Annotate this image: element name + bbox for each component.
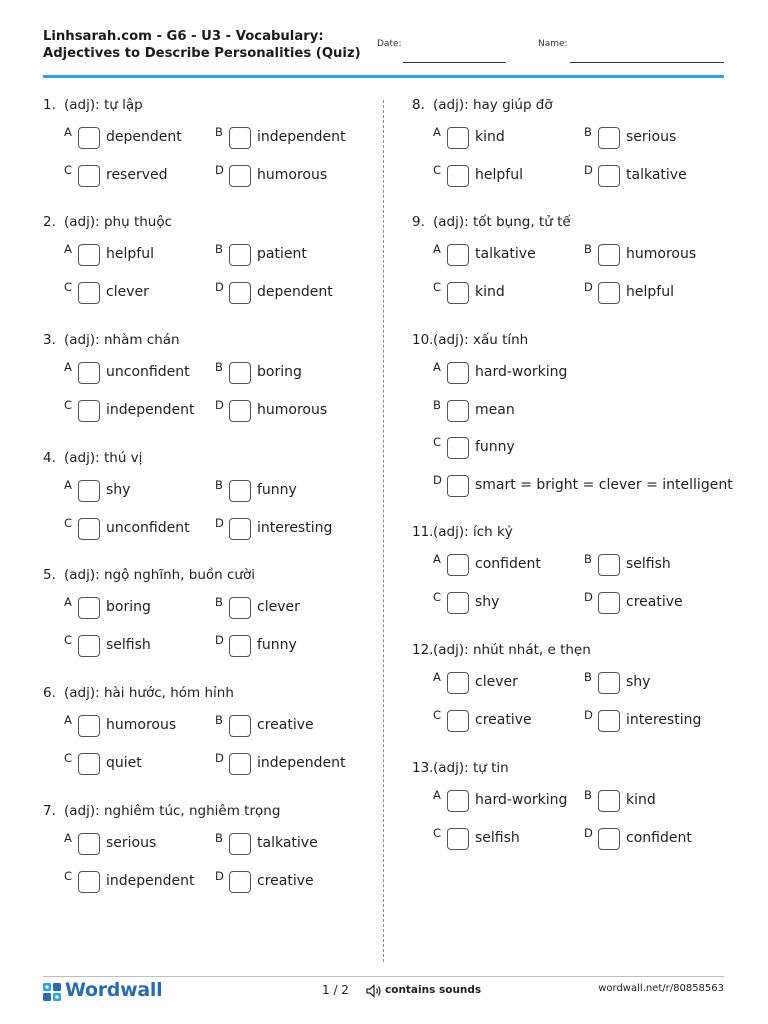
header-rule — [43, 75, 724, 78]
option-text: confident — [475, 556, 541, 572]
checkbox[interactable] — [598, 828, 620, 850]
option-text: humorous — [257, 166, 328, 183]
checkbox[interactable] — [447, 127, 469, 149]
option-text: helpful — [106, 246, 154, 262]
option-text: interesting — [626, 711, 702, 728]
option-text: selfish — [106, 636, 151, 653]
option-letter: B — [584, 670, 592, 684]
option-letter: B — [215, 242, 223, 256]
option-text: selfish — [626, 556, 671, 572]
question-prompt — [43, 567, 255, 583]
option-letter: A — [433, 552, 441, 566]
option-text: hard-working — [475, 364, 568, 380]
sound-label: contains sounds — [385, 984, 482, 996]
option-letter: B — [215, 125, 223, 139]
option-letter: D — [215, 868, 224, 883]
question-number: 10. — [412, 332, 434, 348]
question-text: (adj): thú vị — [64, 450, 143, 466]
question-prompt — [43, 97, 143, 113]
question-text: (adj): nhút nhát, e thẹn — [433, 642, 591, 658]
question-number: 13. — [412, 760, 434, 776]
option-letter: C — [64, 515, 73, 530]
option-letter: A — [64, 831, 72, 845]
checkbox[interactable] — [598, 592, 620, 614]
checkbox[interactable] — [78, 400, 100, 422]
option-letter: C — [64, 868, 73, 883]
option-letter: C — [433, 279, 442, 294]
question-text: (adj): tự lập — [64, 97, 143, 113]
brand-name: Wordwall — [65, 979, 163, 1001]
option-text: selfish — [475, 829, 520, 846]
speaker-icon — [366, 984, 382, 998]
checkbox[interactable] — [447, 475, 469, 497]
question-number: 12. — [412, 642, 434, 658]
question-text: (adj): phụ thuộc — [64, 214, 173, 230]
option-text: humorous — [257, 401, 328, 418]
question-text: (adj): hài hước, hóm hỉnh — [64, 685, 234, 701]
option-text: humorous — [626, 246, 697, 262]
question-prompt — [43, 214, 172, 230]
question-number: 8. — [412, 97, 425, 113]
question-number: 11. — [412, 524, 434, 540]
option-text: talkative — [475, 246, 536, 262]
checkbox[interactable] — [78, 597, 100, 619]
option-text: dependent — [257, 283, 333, 300]
option-letter: A — [433, 242, 441, 256]
checkbox[interactable] — [447, 710, 469, 732]
question-prompt — [412, 642, 591, 658]
option-text: unconfident — [106, 364, 190, 380]
option-text: boring — [257, 364, 302, 380]
checkbox[interactable] — [78, 127, 100, 149]
option-text: smart = bright = clever = intelligent — [475, 476, 733, 493]
checkbox[interactable] — [447, 672, 469, 694]
checkbox[interactable] — [78, 518, 100, 540]
option-text: humorous — [106, 717, 177, 733]
footer-rule — [43, 976, 724, 977]
question-prompt — [412, 524, 513, 540]
option-letter: D — [584, 589, 593, 604]
option-letter: D — [584, 279, 593, 294]
question-prompt — [43, 332, 180, 348]
date-label: Date: — [377, 39, 402, 49]
question-number: 9. — [412, 214, 425, 230]
checkbox[interactable] — [229, 282, 251, 304]
checkbox[interactable] — [598, 710, 620, 732]
option-text: clever — [475, 674, 518, 690]
option-letter: C — [433, 589, 442, 604]
option-letter: A — [64, 125, 72, 139]
option-letter: D — [584, 162, 593, 177]
question-number: 1. — [43, 97, 56, 113]
checkbox[interactable] — [447, 554, 469, 576]
worksheet-title — [43, 28, 361, 62]
checkbox[interactable] — [78, 715, 100, 737]
title-line-1: Linhsarah.com - G6 - U3 - Vocabulary: — [43, 29, 324, 44]
option-text: quiet — [106, 754, 142, 771]
checkbox[interactable] — [229, 597, 251, 619]
option-letter: B — [215, 360, 223, 374]
option-letter: A — [433, 788, 441, 802]
question-text: (adj): nhàm chán — [64, 332, 180, 348]
option-letter: C — [433, 825, 442, 840]
option-text: clever — [257, 599, 300, 615]
option-letter: D — [215, 162, 224, 177]
checkbox[interactable] — [447, 592, 469, 614]
option-text: shy — [475, 593, 500, 610]
checkbox[interactable] — [229, 127, 251, 149]
worksheet-header — [43, 28, 725, 78]
question-number: 7. — [43, 803, 56, 819]
option-text: independent — [106, 401, 195, 418]
option-letter: C — [433, 707, 442, 722]
checkbox[interactable] — [598, 672, 620, 694]
checkbox[interactable] — [78, 362, 100, 384]
option-text: hard-working — [475, 792, 568, 808]
option-text: creative — [257, 872, 314, 889]
option-letter: C — [433, 435, 442, 449]
option-text: shy — [626, 674, 651, 690]
checkbox[interactable] — [447, 282, 469, 304]
option-letter: A — [433, 125, 441, 139]
question-prompt — [412, 214, 571, 230]
name-field[interactable] — [570, 62, 724, 63]
worksheet-url[interactable]: wordwall.net/r/80858563 — [598, 983, 724, 994]
option-letter: B — [584, 788, 592, 802]
option-text: patient — [257, 246, 307, 262]
question-text: (adj): hay giúp đỡ — [433, 97, 553, 113]
checkbox[interactable] — [229, 400, 251, 422]
option-text: talkative — [257, 835, 318, 851]
checkbox[interactable] — [78, 753, 100, 775]
option-text: serious — [626, 129, 677, 145]
option-letter: D — [215, 279, 224, 294]
option-text: helpful — [475, 166, 523, 183]
question-text: (adj): nghiêm túc, nghiêm trọng — [64, 803, 281, 819]
option-letter: B — [215, 831, 223, 845]
option-text: talkative — [626, 166, 687, 183]
checkbox[interactable] — [447, 400, 469, 422]
column-divider — [383, 100, 384, 962]
option-text: mean — [475, 401, 515, 418]
checkbox[interactable] — [78, 635, 100, 657]
option-letter: D — [584, 707, 593, 722]
option-letter: C — [64, 632, 73, 647]
checkbox[interactable] — [447, 828, 469, 850]
title-line-2: Adjectives to Describe Personalities (Quiz) — [43, 46, 361, 61]
option-text: shy — [106, 482, 131, 498]
checkbox[interactable] — [598, 790, 620, 812]
option-text: dependent — [106, 129, 182, 145]
option-letter: B — [584, 552, 592, 566]
option-letter: A — [64, 360, 72, 374]
option-letter: A — [64, 713, 72, 727]
checkbox[interactable] — [447, 790, 469, 812]
name-label: Name: — [538, 39, 568, 49]
question-prompt — [43, 685, 234, 701]
date-field[interactable] — [403, 62, 506, 63]
option-text: helpful — [626, 283, 674, 300]
checkbox[interactable] — [229, 518, 251, 540]
checkbox[interactable] — [229, 833, 251, 855]
option-text: confident — [626, 829, 692, 846]
question-number: 3. — [43, 332, 56, 348]
option-letter: C — [64, 750, 73, 765]
option-letter: C — [433, 162, 442, 177]
option-letter: B — [584, 125, 592, 139]
option-letter: C — [64, 162, 73, 177]
option-letter: B — [215, 478, 223, 492]
question-text: (adj): tốt bụng, tử tế — [433, 214, 571, 230]
checkbox[interactable] — [229, 635, 251, 657]
option-text: boring — [106, 599, 151, 615]
question-text: (adj): ích kỷ — [433, 524, 513, 540]
checkbox[interactable] — [78, 244, 100, 266]
question-prompt — [43, 803, 280, 819]
option-text: independent — [257, 754, 346, 771]
option-text: clever — [106, 283, 149, 300]
checkbox[interactable] — [447, 437, 469, 459]
question-number: 5. — [43, 567, 56, 583]
page-number: 1 / 2 — [322, 983, 349, 997]
question-text: (adj): tự tin — [433, 760, 509, 776]
option-text: kind — [475, 283, 505, 300]
checkbox[interactable] — [598, 244, 620, 266]
checkbox[interactable] — [78, 165, 100, 187]
option-letter: A — [433, 360, 441, 374]
option-text: independent — [106, 872, 195, 889]
option-letter: C — [64, 397, 73, 412]
wordwall-grid-icon — [43, 983, 61, 1001]
option-text: kind — [475, 129, 505, 145]
checkbox[interactable] — [447, 165, 469, 187]
question-text: (adj): xấu tính — [433, 332, 529, 348]
checkbox[interactable] — [78, 282, 100, 304]
option-text: reserved — [106, 166, 168, 183]
checkbox[interactable] — [447, 362, 469, 384]
question-text: (adj): ngộ nghĩnh, buồn cười — [64, 567, 255, 583]
option-letter: B — [584, 242, 592, 256]
checkbox[interactable] — [229, 753, 251, 775]
question-number: 4. — [43, 450, 56, 466]
option-text: creative — [475, 711, 532, 728]
question-prompt — [412, 760, 509, 776]
checkbox[interactable] — [229, 244, 251, 266]
option-text: independent — [257, 129, 346, 145]
checkbox[interactable] — [78, 833, 100, 855]
option-text: creative — [626, 593, 683, 610]
checkbox[interactable] — [78, 480, 100, 502]
option-letter: B — [215, 713, 223, 727]
option-letter: D — [215, 750, 224, 765]
question-number: 2. — [43, 214, 56, 230]
option-letter: D — [433, 472, 442, 487]
option-letter: A — [64, 242, 72, 256]
checkbox[interactable] — [447, 244, 469, 266]
question-prompt — [43, 450, 142, 466]
option-text: unconfident — [106, 519, 190, 536]
checkbox[interactable] — [598, 282, 620, 304]
question-number: 6. — [43, 685, 56, 701]
option-text: funny — [475, 439, 515, 455]
checkbox[interactable] — [229, 480, 251, 502]
checkbox[interactable] — [598, 127, 620, 149]
checkbox[interactable] — [78, 871, 100, 893]
option-letter: A — [64, 595, 72, 609]
option-letter: D — [584, 825, 593, 840]
option-letter: D — [215, 515, 224, 530]
checkbox[interactable] — [229, 871, 251, 893]
option-text: kind — [626, 792, 656, 808]
question-prompt — [412, 97, 553, 113]
option-letter: A — [64, 478, 72, 492]
option-text: serious — [106, 835, 157, 851]
option-text: funny — [257, 482, 297, 498]
option-letter: B — [215, 595, 223, 609]
checkbox[interactable] — [229, 362, 251, 384]
option-letter: C — [64, 279, 73, 294]
checkbox[interactable] — [598, 165, 620, 187]
checkbox[interactable] — [229, 715, 251, 737]
option-letter: D — [215, 632, 224, 647]
checkbox[interactable] — [598, 554, 620, 576]
option-letter: D — [215, 397, 224, 412]
option-text: creative — [257, 717, 314, 733]
option-text: interesting — [257, 519, 333, 536]
option-letter: A — [433, 670, 441, 684]
checkbox[interactable] — [229, 165, 251, 187]
option-letter: B — [433, 397, 441, 412]
question-prompt — [412, 332, 528, 348]
option-text: funny — [257, 636, 297, 653]
